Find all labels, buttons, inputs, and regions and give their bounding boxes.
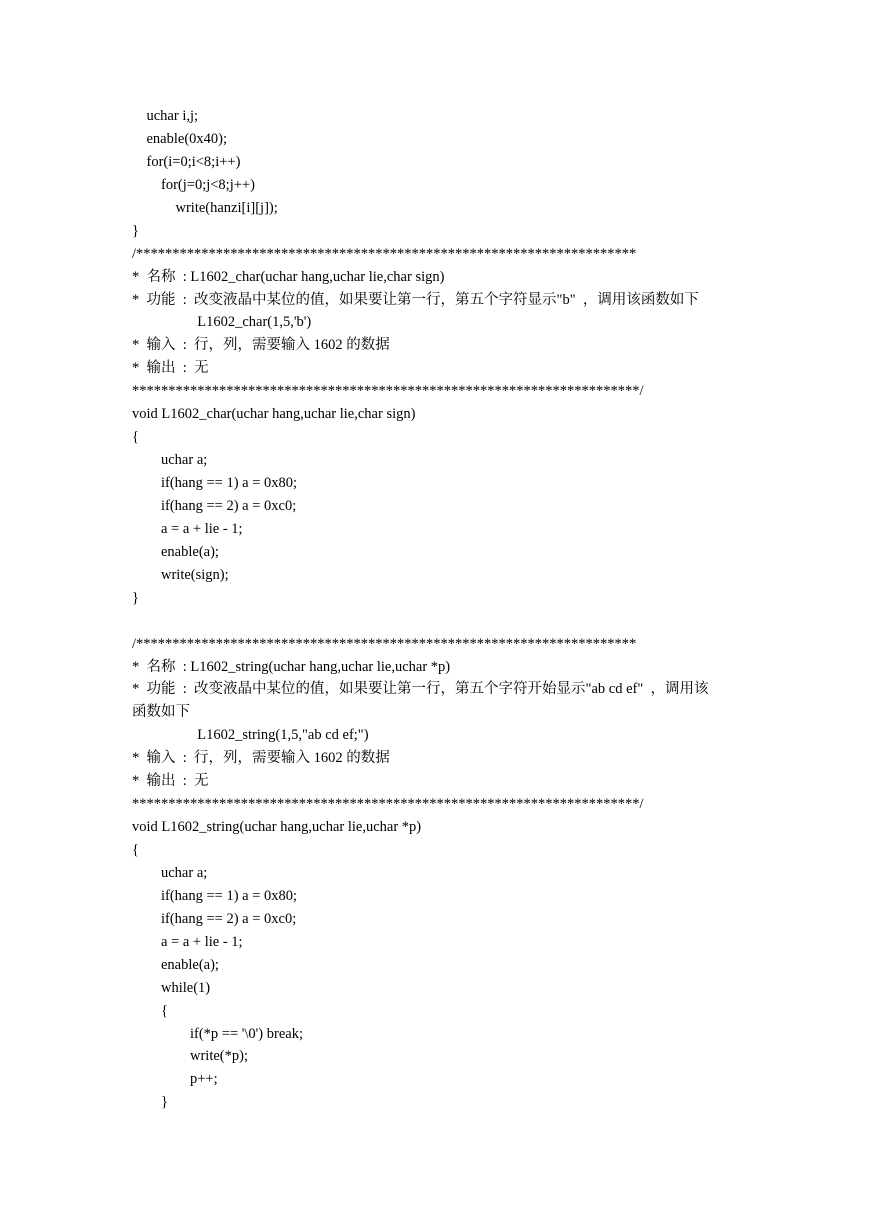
- code-line: for(j=0;j<8;j++): [132, 176, 255, 193]
- comment-line: L1602_char(1,5,'b'): [132, 314, 312, 331]
- blank-line: [132, 610, 772, 633]
- code-line: {: [132, 1002, 168, 1019]
- code-line: enable(0x40);: [132, 130, 228, 147]
- code-line: uchar a;: [132, 452, 208, 469]
- code-line: {: [132, 429, 139, 446]
- code-line: write(hanzi[i][j]);: [132, 199, 278, 216]
- code-line: void L1602_string(uchar hang,uchar lie,uchar *p): [132, 819, 422, 836]
- comment-line: * 输出 : 无: [132, 360, 209, 377]
- comment-line: L1602_string(1,5,"ab cd ef;"): [132, 727, 369, 744]
- comment-line: * 名称 : L1602_string(uchar hang,uchar lie,uchar *p): [132, 658, 451, 675]
- code-line: if(hang == 1) a = 0x80;: [132, 887, 298, 904]
- code-line: write(sign);: [132, 566, 229, 583]
- code-line: if(hang == 1) a = 0x80;: [132, 475, 298, 491]
- comment-line: * 功能 : 改变液晶中某位的值，如果要让第一行，第五个字符显示"b" ，调用该函数如下: [132, 291, 699, 308]
- comment-line: * 功能 : 改变液晶中某位的值，如果要让第一行，第五个字符开始显示"ab cd ef" ，调用该: [132, 681, 709, 698]
- comment-line: * 输入 : 行，列，需要输入 1602 的数据: [132, 337, 390, 354]
- code-line: enable(a);: [132, 956, 219, 973]
- comment-line: * 输入 : 行，列，需要输入 1602 的数据: [132, 750, 390, 767]
- comment-line: * 输出 : 无: [132, 773, 209, 790]
- comment-line: * 名称 : L1602_char(uchar hang,uchar lie,char sign): [132, 268, 445, 285]
- code-line: if(hang == 2) a = 0xc0;: [132, 910, 297, 927]
- comment-line: 函数如下: [132, 704, 190, 721]
- code-line: uchar a;: [132, 864, 208, 881]
- code-line: }: [132, 589, 139, 606]
- code-line: {: [132, 842, 139, 858]
- code-listing: [132, 105, 772, 1114]
- code-line: uchar i,j;: [132, 108, 199, 124]
- comment-line: /*********************************************************************: [132, 635, 637, 652]
- code-line: for(i=0;i<8;i++): [132, 153, 241, 170]
- code-line: a = a + lie - 1;: [132, 933, 243, 950]
- code-line: void L1602_char(uchar hang,uchar lie,char sign): [132, 406, 416, 423]
- code-line: a = a + lie - 1;: [132, 520, 243, 537]
- code-line: if(*p == '\0') break;: [132, 1025, 303, 1042]
- comment-line: **********************************************************************/: [132, 383, 644, 400]
- code-line: }: [132, 222, 139, 239]
- code-line: if(hang == 2) a = 0xc0;: [132, 497, 297, 514]
- code-line: while(1): [132, 979, 211, 996]
- code-line: }: [132, 1094, 168, 1111]
- code-line: p++;: [132, 1071, 218, 1088]
- code-line: enable(a);: [132, 543, 219, 560]
- comment-line: /*********************************************************************: [132, 245, 637, 262]
- code-line: write(*p);: [132, 1048, 248, 1065]
- comment-line: **********************************************************************/: [132, 796, 644, 813]
